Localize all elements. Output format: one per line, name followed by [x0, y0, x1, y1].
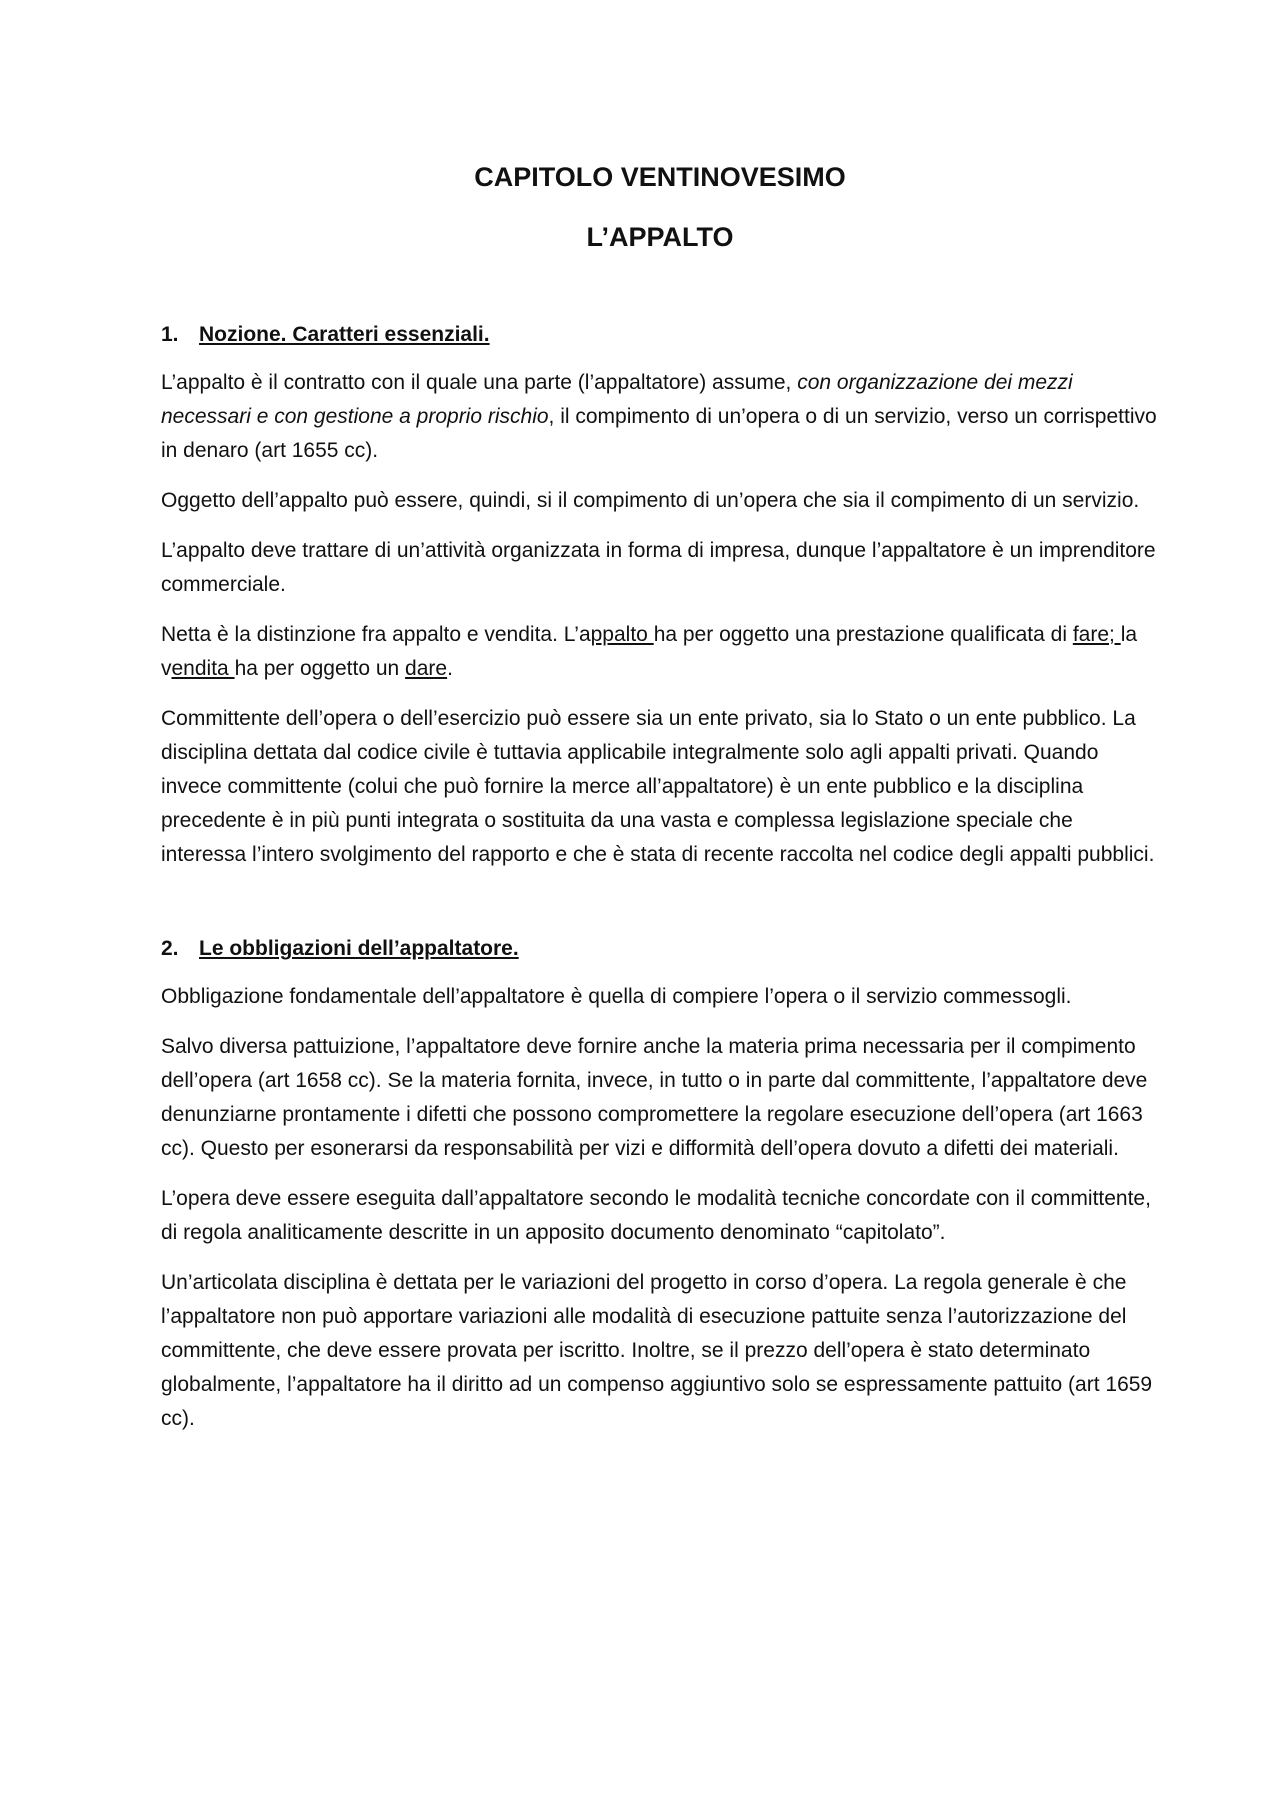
paragraph: Obbligazione fondamentale dell’appaltatore è quella di compiere l’opera o il servizio commessogli.: [161, 985, 1072, 1008]
chapter-subtitle: L’APPALTO: [586, 222, 734, 252]
paragraph-text: ha per oggetto un: [234, 657, 406, 680]
paragraph-text: Netta è la distinzione fra appalto e vendita. L’a: [161, 623, 591, 646]
chapter-title: CAPITOLO VENTINOVESIMO: [474, 162, 846, 192]
section-heading: [161, 320, 1159, 350]
paragraph: L’appalto deve trattare di un’attività organizzata in forma di impresa, dunque l’appaltatore è un imprenditore commerciale.: [161, 539, 1156, 596]
paragraph: Committente dell’opera o dell’esercizio può essere sia un ente privato, sia lo Stato o un ente pubblico. La disciplina dettata dal codice civile è tuttavia applicabile integralmente solo agli appalti privati. Quando invece committente (colui che può fornire la merce all’appaltatore) è un ente pubblico e la disciplina precedente è in più punti integrata o sostituita da una vasta e complessa legislazione speciale che interessa l’intero svolgimento del rapporto e che è stata di recente raccolta nel codice degli appalti pubblici.: [161, 707, 1155, 866]
section-title: Le obbligazioni dell’appaltatore.: [199, 937, 519, 960]
paragraph: [161, 366, 1159, 468]
paragraph-text: .: [447, 657, 453, 680]
document-page: [161, 150, 1159, 1436]
paragraph-text: ha per oggetto una prestazione qualificata di: [653, 623, 1073, 646]
paragraph: Oggetto dell’appalto può essere, quindi, si il compimento di un’opera che sia il compimento di un servizio.: [161, 489, 1140, 512]
underlined-text: endita: [171, 657, 235, 680]
paragraph: L’opera deve essere eseguita dall’appaltatore secondo le modalità tecniche concordate con il committente, di regola analiticamente descritte in un apposito documento denominato “capitolato”.: [161, 1187, 1151, 1244]
section-title: Nozione. Caratteri essenziali.: [199, 323, 490, 346]
section-heading: [161, 934, 1159, 964]
paragraph: [161, 618, 1159, 686]
underlined-text: dare: [405, 657, 448, 680]
paragraph-text: , il compimento di un’opera o di un servizio, verso un corrispettivo in denaro (art 1655 cc).: [161, 405, 1157, 462]
paragraph: Salvo diversa pattuizione, l’appaltatore deve fornire anche la materia prima necessaria per il compimento dell’opera (art 1658 cc). Se la materia fornita, invece, in tutto o in parte dal committente, l’appaltatore deve denunziarne prontamente i difetti che possono compromettere la regolare esecuzione dell’opera (art 1663 cc). Questo per esonerarsi da responsabilità per vizi e difformità dell’opera dovuto a difetti dei materiali.: [161, 1035, 1148, 1160]
underlined-text: ppalto: [590, 623, 654, 646]
underlined-text: fare;: [1072, 623, 1121, 646]
paragraph: Un’articolata disciplina è dettata per le variazioni del progetto in corso d’opera. La regola generale è che l’appaltatore non può apportare variazioni alle modalità di esecuzione pattuite senza l’autorizzazione del committente, che deve essere provata per iscritto. Inoltre, se il prezzo dell’opera è stato determinato globalmente, l’appaltatore ha il diritto ad un compenso aggiuntivo solo se espressamente pattuito (art 1659 cc).: [161, 1271, 1153, 1430]
section-number: 1.: [161, 323, 179, 346]
section-number: 2.: [161, 937, 179, 960]
paragraph-text: L’appalto è il contratto con il quale una parte (l’appaltatore) assume,: [161, 371, 798, 394]
paragraph-text: la v: [161, 623, 1138, 680]
italic-text: con organizzazione dei mezzi necessari e con gestione a proprio rischio: [161, 371, 1073, 428]
